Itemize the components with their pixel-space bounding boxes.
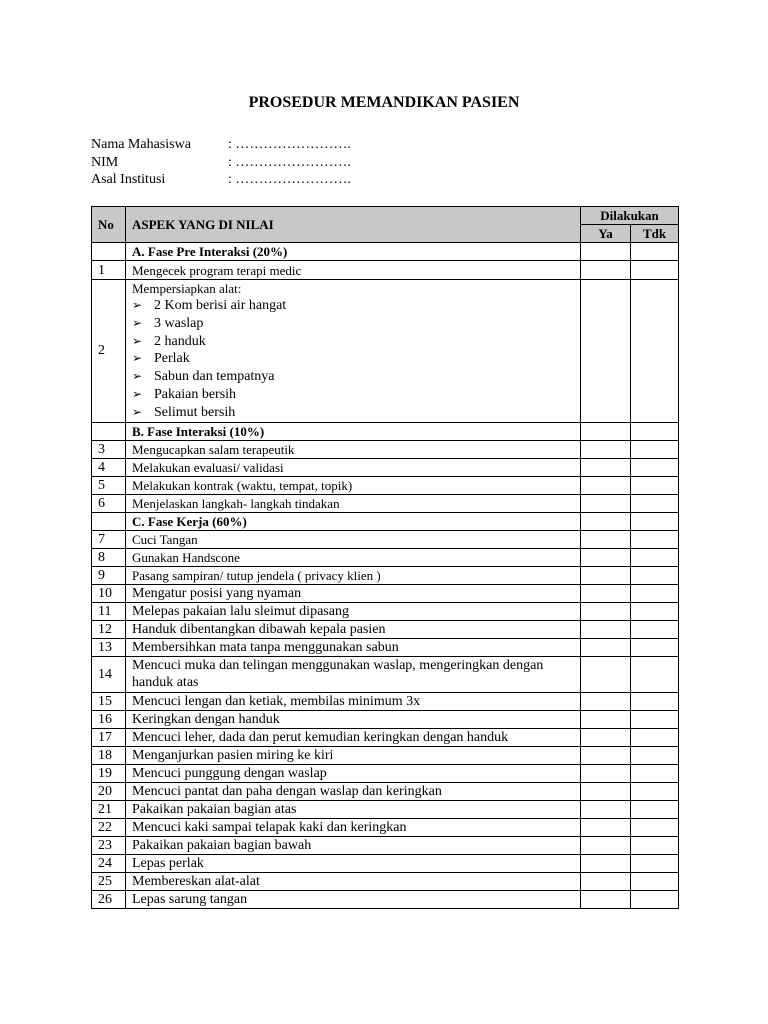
page-title: PROSEDUR MEMANDIKAN PASIEN — [248, 94, 520, 111]
table-row — [92, 458, 679, 476]
row-text: Mengucapkan salam terapeutik — [126, 440, 581, 458]
row-number: 21 — [92, 800, 126, 818]
row-text: Cuci Tangan — [126, 530, 581, 548]
arrow-bullet-icon: ➢ — [132, 404, 143, 419]
check-tdk[interactable] — [631, 872, 679, 890]
check-tdk[interactable] — [631, 602, 679, 620]
row-text: Keringkan dengan handuk — [126, 710, 581, 728]
check-ya[interactable] — [581, 280, 631, 423]
row-number: 5 — [92, 476, 126, 494]
row-text: Mencuci muka dan telingan menggunakan waslap, mengeringkan dengan handuk atas — [126, 656, 581, 692]
row-number: 4 — [92, 458, 126, 476]
info-row-nim — [91, 154, 351, 172]
arrow-bullet-icon: ➢ — [132, 386, 143, 401]
table-row — [92, 530, 679, 548]
section-row — [92, 243, 679, 261]
check-tdk[interactable] — [631, 530, 679, 548]
check-ya[interactable] — [581, 530, 631, 548]
table-row — [92, 620, 679, 638]
table-row — [92, 602, 679, 620]
arrow-bullet-icon: ➢ — [132, 333, 143, 348]
check-tdk[interactable] — [631, 890, 679, 908]
check-tdk[interactable] — [631, 746, 679, 764]
check-ya[interactable] — [581, 710, 631, 728]
table-row — [92, 890, 679, 908]
row-number: 12 — [92, 620, 126, 638]
tool-item-text: Sabun dan tempatnya — [154, 369, 275, 385]
table-row — [92, 728, 679, 746]
info-label: Nama Mahasiswa — [91, 137, 191, 152]
header-ya: Ya — [581, 225, 631, 243]
check-ya[interactable] — [581, 476, 631, 494]
row-number: 23 — [92, 836, 126, 854]
header-aspek: ASPEK YANG DI NILAI — [126, 207, 581, 243]
check-ya[interactable] — [581, 800, 631, 818]
row-number: 14 — [92, 656, 126, 692]
check-ya[interactable] — [581, 243, 631, 261]
table-row — [92, 764, 679, 782]
info-row-institution — [91, 171, 351, 189]
row-text: Membereskan alat-alat — [126, 872, 581, 890]
row-number: 2 — [92, 280, 126, 423]
check-tdk[interactable] — [631, 764, 679, 782]
table-row — [92, 584, 679, 602]
row-number: 26 — [92, 890, 126, 908]
check-ya[interactable] — [581, 656, 631, 692]
tool-item — [132, 350, 574, 368]
tool-item — [132, 404, 574, 422]
table-row — [92, 261, 679, 280]
row-text: Menjelaskan langkah- langkah tindakan — [126, 494, 581, 512]
check-tdk[interactable] — [631, 800, 679, 818]
row-text: Menganjurkan pasien miring ke kiri — [126, 746, 581, 764]
row-number: 17 — [92, 728, 126, 746]
check-ya[interactable] — [581, 584, 631, 602]
table-row — [92, 548, 679, 566]
check-ya[interactable] — [581, 782, 631, 800]
row-text: Handuk dibentangkan dibawah kepala pasien — [126, 620, 581, 638]
row-number: 16 — [92, 710, 126, 728]
check-tdk[interactable] — [631, 836, 679, 854]
row-text: Lepas sarung tangan — [126, 890, 581, 908]
row-number: 3 — [92, 440, 126, 458]
tool-item — [132, 368, 574, 386]
row-number: 10 — [92, 584, 126, 602]
check-tdk[interactable] — [631, 494, 679, 512]
check-ya[interactable] — [581, 818, 631, 836]
check-ya[interactable] — [581, 692, 631, 710]
table-row — [92, 818, 679, 836]
check-ya[interactable] — [581, 566, 631, 584]
row-number: 19 — [92, 764, 126, 782]
check-tdk[interactable] — [631, 818, 679, 836]
check-ya[interactable] — [581, 836, 631, 854]
check-ya[interactable] — [581, 728, 631, 746]
table-row — [92, 280, 679, 423]
tool-item-text: 2 handuk — [154, 333, 206, 349]
check-ya[interactable] — [581, 494, 631, 512]
tool-item-text: Perlak — [154, 351, 190, 367]
check-tdk[interactable] — [631, 243, 679, 261]
table-row — [92, 854, 679, 872]
row-text: Membersihkan mata tanpa menggunakan sabun — [126, 638, 581, 656]
tool-item-text: 3 waslap — [154, 315, 204, 331]
check-tdk[interactable] — [631, 620, 679, 638]
check-ya[interactable] — [581, 261, 631, 280]
table-row — [92, 656, 679, 692]
row-number: 7 — [92, 530, 126, 548]
row-text: Pasang sampiran/ tutup jendela ( privacy klien ) — [126, 566, 581, 584]
row-text: Melakukan evaluasi/ validasi — [126, 458, 581, 476]
row-text: Pakaikan pakaian bagian atas — [126, 800, 581, 818]
check-tdk[interactable] — [631, 584, 679, 602]
check-ya[interactable] — [581, 602, 631, 620]
check-ya[interactable] — [581, 872, 631, 890]
row-number: 8 — [92, 548, 126, 566]
info-label: Asal Institusi — [91, 172, 166, 187]
table-row — [92, 746, 679, 764]
check-tdk[interactable] — [631, 548, 679, 566]
section-title-a: A. Fase Pre Interaksi (20%) — [126, 243, 581, 261]
header-dilakukan: Dilakukan — [581, 207, 679, 225]
check-tdk[interactable] — [631, 854, 679, 872]
section-title-c: C. Fase Kerja (60%) — [126, 512, 581, 530]
check-ya[interactable] — [581, 440, 631, 458]
row-text: Mencuci kaki sampai telapak kaki dan keringkan — [126, 818, 581, 836]
info-value: : ……………………. — [228, 172, 351, 187]
check-tdk[interactable] — [631, 728, 679, 746]
row-number: 9 — [92, 566, 126, 584]
info-value: : ……………………. — [228, 154, 351, 170]
row-text: Mencuci leher, dada dan perut kemudian keringkan dengan handuk — [126, 728, 581, 746]
check-tdk[interactable] — [631, 261, 679, 280]
table-row — [92, 872, 679, 890]
table-row — [92, 566, 679, 584]
row-number: 25 — [92, 872, 126, 890]
tool-item-text: Selimut bersih — [154, 404, 236, 420]
header-row — [92, 207, 679, 225]
row-number: 1 — [92, 261, 126, 280]
section-title-b: B. Fase Interaksi (10%) — [126, 422, 581, 440]
row-text: Mengatur posisi yang nyaman — [126, 584, 581, 602]
check-ya[interactable] — [581, 764, 631, 782]
check-ya[interactable] — [581, 422, 631, 440]
table-row — [92, 692, 679, 710]
assessment-table — [91, 206, 679, 909]
row-number: 24 — [92, 854, 126, 872]
table-row — [92, 782, 679, 800]
check-tdk[interactable] — [631, 440, 679, 458]
check-tdk[interactable] — [631, 512, 679, 530]
row-text: Melepas pakaian lalu sleimut dipasang — [126, 602, 581, 620]
arrow-bullet-icon: ➢ — [132, 351, 143, 366]
check-tdk[interactable] — [631, 280, 679, 423]
check-ya[interactable] — [581, 854, 631, 872]
row-text: Gunakan Handscone — [126, 548, 581, 566]
table-row — [92, 710, 679, 728]
check-tdk[interactable] — [631, 710, 679, 728]
check-tdk[interactable] — [631, 422, 679, 440]
check-ya[interactable] — [581, 746, 631, 764]
check-tdk[interactable] — [631, 566, 679, 584]
row-text: Mengecek program terapi medic — [126, 261, 581, 280]
row-text: Melakukan kontrak (waktu, tempat, topik) — [126, 476, 581, 494]
check-tdk[interactable] — [631, 476, 679, 494]
header-tdk: Tdk — [631, 225, 679, 243]
check-tdk[interactable] — [631, 692, 679, 710]
check-tdk[interactable] — [631, 458, 679, 476]
check-ya[interactable] — [581, 890, 631, 908]
row-number: 20 — [92, 782, 126, 800]
check-ya[interactable] — [581, 512, 631, 530]
tool-item-text: 2 Kom berisi air hangat — [154, 298, 287, 313]
table-row — [92, 800, 679, 818]
row-number: 18 — [92, 746, 126, 764]
table-row — [92, 476, 679, 494]
tools-heading: Mempersiapkan alat: — [132, 281, 242, 296]
check-ya[interactable] — [581, 638, 631, 656]
arrow-bullet-icon: ➢ — [132, 315, 143, 330]
check-ya[interactable] — [581, 548, 631, 566]
tool-item — [132, 315, 574, 333]
row-number: 13 — [92, 638, 126, 656]
check-ya[interactable] — [581, 458, 631, 476]
row-text-tools — [126, 280, 581, 423]
check-ya[interactable] — [581, 620, 631, 638]
tool-item — [132, 333, 574, 351]
section-row — [92, 422, 679, 440]
row-number: 15 — [92, 692, 126, 710]
table-row — [92, 638, 679, 656]
info-value: : ……………………. — [228, 137, 351, 152]
row-text: Mencuci punggung dengan waslap — [126, 764, 581, 782]
check-tdk[interactable] — [631, 638, 679, 656]
row-number: 6 — [92, 494, 126, 512]
tool-item — [132, 386, 574, 404]
row-text: Pakaikan pakaian bagian bawah — [126, 836, 581, 854]
row-text: Mencuci lengan dan ketiak, membilas minimum 3x — [126, 692, 581, 710]
info-row-name — [91, 136, 351, 154]
arrow-bullet-icon: ➢ — [132, 369, 143, 384]
row-text: Lepas perlak — [126, 854, 581, 872]
table-row — [92, 440, 679, 458]
student-info — [91, 136, 351, 189]
check-tdk[interactable] — [631, 782, 679, 800]
tools-list — [132, 297, 574, 422]
tool-item — [132, 297, 574, 315]
header-no: No — [92, 207, 126, 243]
table-row — [92, 494, 679, 512]
row-text: Mencuci pantat dan paha dengan waslap dan keringkan — [126, 782, 581, 800]
section-row — [92, 512, 679, 530]
check-tdk[interactable] — [631, 656, 679, 692]
arrow-bullet-icon: ➢ — [132, 298, 143, 312]
tool-item-text: Pakaian bersih — [154, 386, 237, 402]
info-label: NIM — [91, 154, 119, 170]
row-number: 22 — [92, 818, 126, 836]
table-row — [92, 836, 679, 854]
row-number: 11 — [92, 602, 126, 620]
